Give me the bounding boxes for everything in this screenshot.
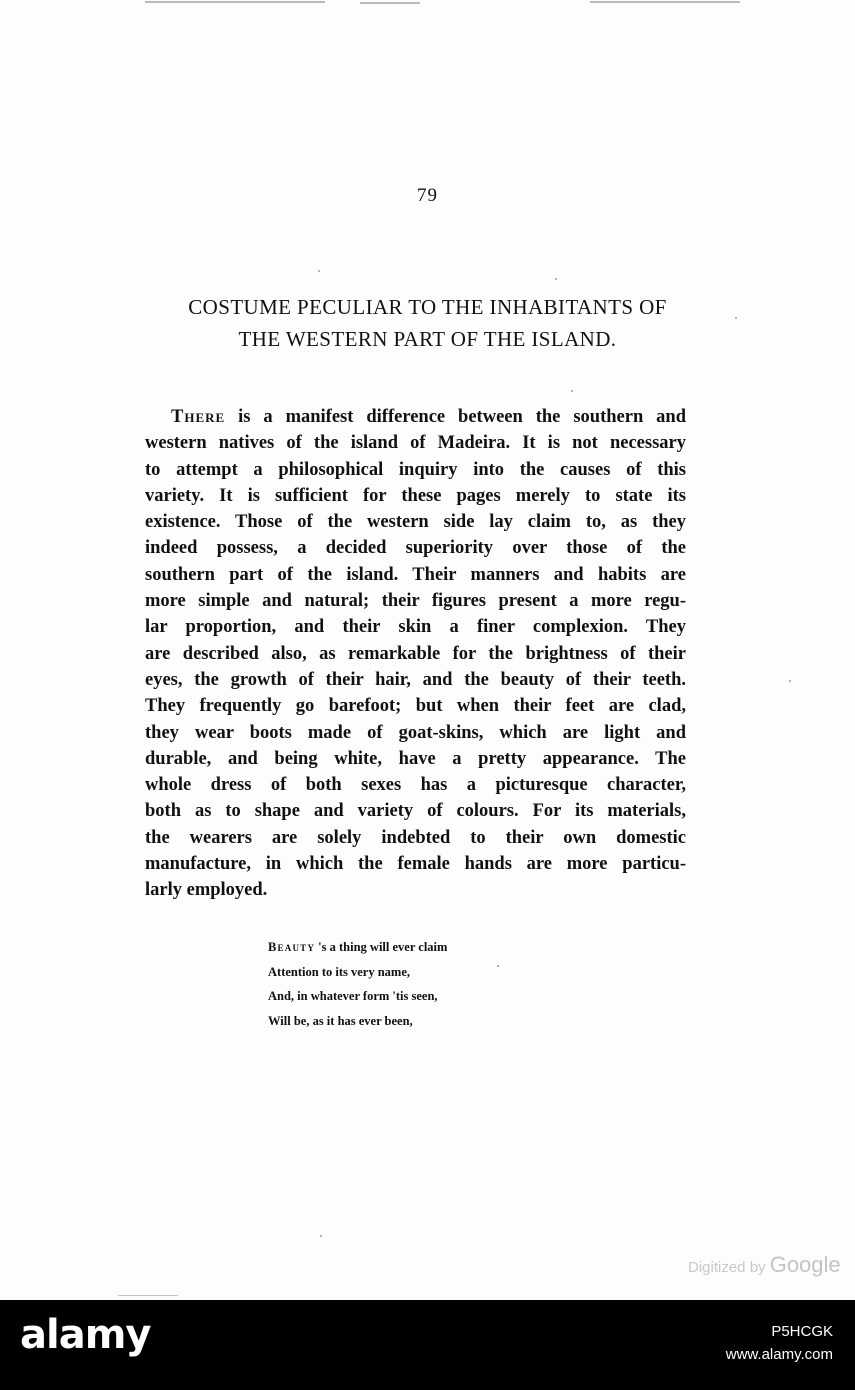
paper-speck (318, 270, 320, 272)
paragraph-line: are described also, as remarkable for the brightness of their (145, 643, 686, 664)
paper-speck (789, 680, 791, 682)
paragraph-line: both as to shape and variety of colours. For its materials, (145, 801, 686, 822)
paragraph-line: durable, and being white, have a pretty appearance. The (145, 748, 686, 769)
digitized-brand: Google (769, 1252, 841, 1277)
paragraph-line: They frequently go barefoot; but when their feet are clad, (145, 696, 686, 717)
body-paragraph (145, 404, 686, 904)
paragraph-first-word: There (171, 407, 226, 427)
digitized-watermark (688, 1252, 841, 1278)
edge-mark (590, 1, 740, 3)
image-id: P5HCGK (771, 1323, 833, 1340)
paragraph-line: variety. It is sufficient for these pages merely to state its (145, 485, 686, 506)
paragraph-line: whole dress of both sexes has a picturesque character, (145, 775, 686, 796)
verse-first-word: Beauty (268, 940, 316, 954)
paragraph-line-text: is a manifest difference between the southern and (225, 407, 686, 427)
paragraph-line: to attempt a philosophical inquiry into the causes of this (145, 459, 686, 480)
verse-line: Attention to its very name, (268, 964, 410, 979)
paragraph-line: lar proportion, and their skin a finer complexion. They (145, 617, 686, 638)
page-bottom-mark (118, 1295, 178, 1296)
verse-line: Will be, as it has ever been, (268, 1013, 413, 1028)
paragraph-line: they wear boots made of goat-skins, which are light and (145, 722, 686, 743)
chapter-heading (100, 291, 755, 355)
paragraph-line: southern part of the island. Their manners and habits are (145, 564, 686, 585)
verse-line: And, in whatever form 'tis seen, (268, 989, 438, 1003)
digitized-prefix: Digitized by (688, 1259, 770, 1276)
paragraph-line (145, 404, 686, 430)
page-number: 79 (417, 185, 438, 206)
paragraph-line: western natives of the island of Madeira. It is not necessary (145, 433, 686, 454)
paper-speck (320, 1235, 322, 1237)
footer-url: www.alamy.com (725, 1346, 833, 1363)
paper-speck (497, 965, 499, 967)
paragraph-line: eyes, the growth of their hair, and the beauty of their teeth. (145, 669, 686, 690)
paragraph-line: larly employed. (145, 880, 268, 901)
paper-speck (735, 317, 737, 319)
paragraph-line: existence. Those of the western side lay claim to, as they (145, 512, 686, 533)
alamy-logo: alamy (20, 1312, 151, 1358)
paper-speck (571, 390, 573, 392)
paragraph-line: manufacture, in which the female hands are more particu- (145, 854, 686, 875)
edge-mark (145, 1, 325, 3)
paper-speck (555, 278, 557, 280)
edge-mark (360, 2, 420, 4)
verse-block (268, 935, 568, 1033)
page-top-edge (0, 0, 855, 8)
heading-line: COSTUME PECULIAR TO THE INHABITANTS OF (188, 295, 667, 319)
paragraph-line: the wearers are solely indebted to their own domestic (145, 827, 686, 848)
paragraph-line: indeed possess, a decided superiority over those of the (145, 538, 686, 559)
heading-line: THE WESTERN PART OF THE ISLAND. (238, 327, 617, 351)
paragraph-line: more simple and natural; their figures present a more regu- (145, 591, 686, 612)
verse-line-text: 's a thing will ever claim (315, 940, 448, 954)
verse-line (268, 935, 568, 960)
